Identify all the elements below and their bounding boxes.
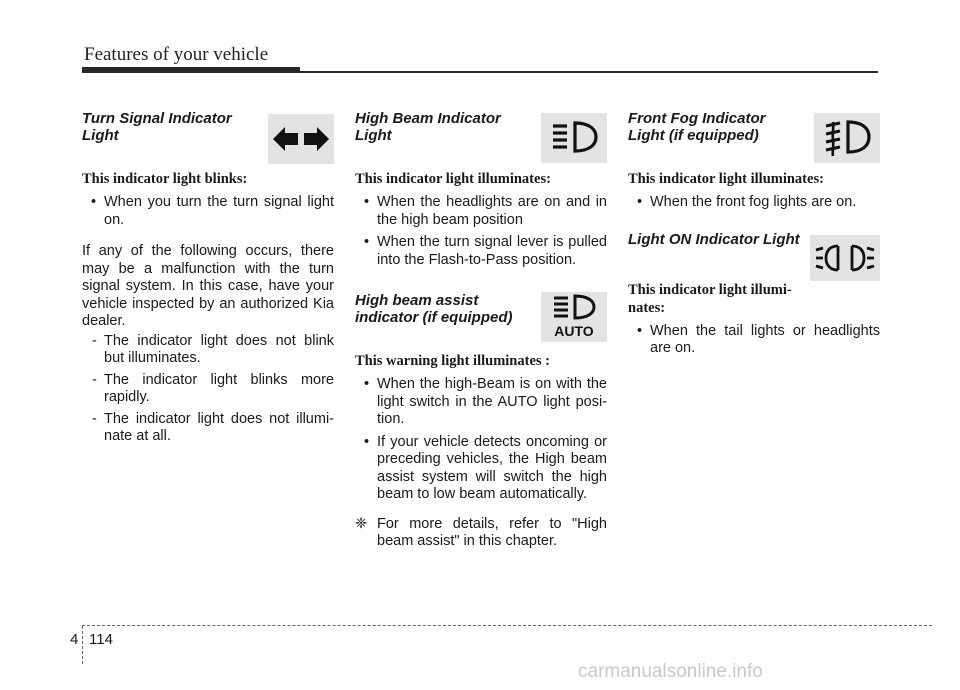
note-mark: ❈ xyxy=(355,515,368,532)
light-on-lead: This indicator light illumi-nates: xyxy=(628,281,792,316)
light-on-title: Light ON Indicator Light xyxy=(628,230,800,248)
high-beam-bullets xyxy=(355,194,607,269)
footer-divider xyxy=(82,626,83,664)
auto-label: AUTO xyxy=(554,323,594,339)
list-item: - The indicator light blinks more rapidly. xyxy=(82,372,334,407)
light-on-bullets xyxy=(628,323,880,358)
list-item: • When the high-Beam is on with the light switch in the AUTO light posi-tion. xyxy=(355,376,607,429)
header-rule-thick xyxy=(82,67,300,73)
header-rule-thin xyxy=(300,71,878,73)
page-number: 114 xyxy=(89,631,113,648)
column-1 xyxy=(82,110,334,450)
high-beam-assist-heading xyxy=(355,292,607,348)
list-item: - The indicator light does not illumi-nate at all. xyxy=(82,411,334,446)
turn-signal-arrows-icon xyxy=(268,114,334,164)
high-beam-assist-title: High beam assist indicator (if equipped) xyxy=(355,292,513,326)
light-on-heading xyxy=(628,231,880,277)
high-beam-title: High Beam Indicator Light xyxy=(355,110,501,144)
column-3 xyxy=(628,110,880,363)
high-beam-heading xyxy=(355,110,607,166)
high-beam-assist-note xyxy=(355,516,607,551)
high-beam-lead: This indicator light illuminates: xyxy=(355,171,551,187)
watermark: carmanualsonline.info xyxy=(578,661,763,682)
footer-rule xyxy=(82,625,932,626)
front-fog-bullets xyxy=(628,194,880,212)
high-beam-assist-lead: This warning light illuminates : xyxy=(355,353,550,369)
turn-signal-bullets xyxy=(82,194,334,229)
list-item: • When the tail lights or headlights are on. xyxy=(628,323,880,358)
list-item: • When you turn the turn signal light on. xyxy=(82,194,334,229)
note-text: For more details, refer to "High beam assist" in this chapter. xyxy=(377,515,607,549)
chapter-number: 4 xyxy=(70,631,79,648)
front-fog-heading xyxy=(628,110,880,166)
front-fog-title: Front Fog Indicator Light (if equipped) xyxy=(628,110,766,144)
column-2 xyxy=(355,110,607,551)
tail-light-icon xyxy=(810,235,880,281)
front-fog-lead: This indicator light illuminates: xyxy=(628,171,824,187)
turn-signal-heading xyxy=(82,110,334,166)
turn-signal-paragraph: If any of the following occurs, there may be a malfunction with the turn signal system. In this case, have your vehicle inspected by an authorized Kia dealer. xyxy=(82,243,334,329)
turn-signal-title: Turn Signal Indicator Light xyxy=(82,110,232,144)
turn-signal-dash-list xyxy=(82,333,334,446)
list-item: - The indicator light does not blink but illuminates. xyxy=(82,333,334,368)
page-header-title: Features of your vehicle xyxy=(84,44,269,65)
list-item: • If your vehicle detects oncoming or preceding vehicles, the High beam assist system will switch the high beam to low beam automatically. xyxy=(355,434,607,504)
high-beam-icon xyxy=(541,113,607,163)
list-item: • When the front fog lights are on. xyxy=(628,194,880,212)
list-item: • When the headlights are on and in the high beam position xyxy=(355,194,607,229)
front-fog-icon xyxy=(814,113,880,163)
high-beam-assist-bullets xyxy=(355,376,607,504)
list-item: • When the turn signal lever is pulled into the Flash-to-Pass position. xyxy=(355,234,607,269)
turn-signal-lead: This indicator light blinks: xyxy=(82,171,248,187)
high-beam-auto-icon xyxy=(541,292,607,342)
